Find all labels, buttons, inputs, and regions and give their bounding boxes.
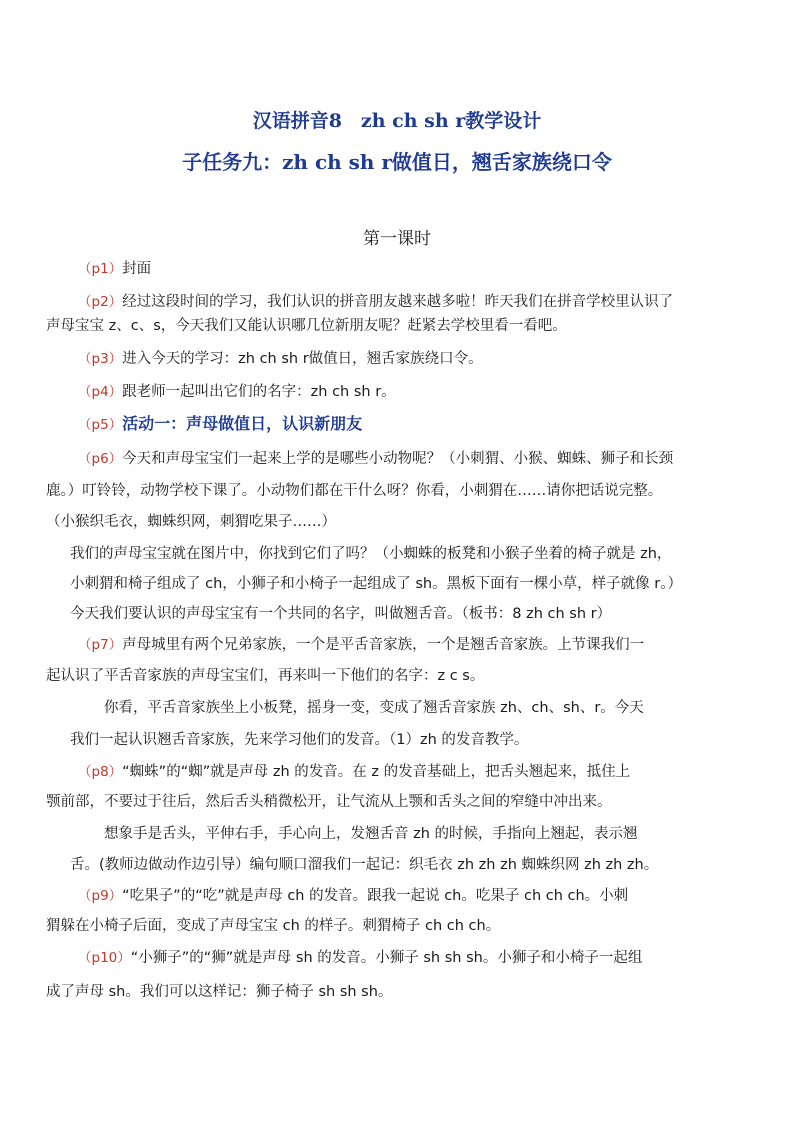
line-text: 经过这段时间的学习，我们认识的拼音朋友越来越多啦！昨天我们在拼音学校里认识了 bbox=[122, 294, 674, 310]
paragraph-line bbox=[78, 382, 396, 402]
line-text: 今天我们要认识的声母宝宝有一个共同的名字，叫做翘舌音。（板书：8 zh ch sh r） bbox=[70, 606, 612, 622]
paragraph-line bbox=[70, 855, 658, 875]
paragraph-line bbox=[46, 792, 612, 812]
line-text: 进入今天的学习：zh ch sh r做值日，翘舌家族绕口令。 bbox=[122, 351, 483, 367]
paragraph-line bbox=[104, 824, 638, 844]
line-text: 跟老师一起叫出它们的名字：zh ch sh r。 bbox=[122, 384, 396, 400]
paragraph-line bbox=[46, 982, 392, 1002]
paragraph-line bbox=[78, 292, 673, 312]
paragraph-line bbox=[46, 481, 662, 501]
page-tag: （p4） bbox=[78, 384, 123, 400]
line-text: 你看，平舌音家族坐上小板凳，摇身一变，变成了翘舌音家族 zh、ch、sh、r。今天 bbox=[104, 700, 644, 716]
page-tag: （p10） bbox=[78, 950, 131, 966]
line-text: 声母宝宝 z、c、s，今天我们又能认识哪几位新朋友呢？赶紧去学校里看一看吧。 bbox=[46, 318, 567, 334]
activity-heading bbox=[78, 414, 362, 435]
line-text: 我们一起认识翘舌音家族，先来学习他们的发音。（1）zh 的发音教学。 bbox=[70, 732, 529, 748]
paragraph-line bbox=[46, 316, 567, 336]
line-text: 声母城里有两个兄弟家族，一个是平舌音家族，一个是翘舌音家族。上节课我们一 bbox=[122, 637, 645, 653]
paragraph-line bbox=[104, 698, 644, 718]
paragraph-line bbox=[78, 259, 151, 279]
line-text: 我们的声母宝宝就在图片中，你找到它们了吗？（小蜘蛛的板凳和小猴子坐着的椅子就是 zh， bbox=[70, 546, 672, 562]
line-text: 颚前部，不要过于往后，然后舌头稍微松开，让气流从上颚和舌头之间的窄缝中冲出来。 bbox=[46, 794, 612, 810]
page-tag: （p1） bbox=[78, 261, 123, 277]
page-tag: （p7） bbox=[78, 637, 123, 653]
line-text: 小刺猬和椅子组成了 ch，小狮子和小椅子一起组成了 sh。黑板下面有一棵小草，样子就像 r。） bbox=[70, 576, 682, 592]
line-text: 成了声母 sh。我们可以这样记：狮子椅子 sh sh sh。 bbox=[46, 984, 393, 1000]
line-text: 想象手是舌头，平伸右手，手心向上，发翘舌音 zh 的时候，手指向上翘起，表示翘 bbox=[104, 826, 638, 842]
paragraph-line bbox=[70, 544, 671, 564]
paragraph-line bbox=[46, 666, 484, 686]
line-text: 舌。(教师边做动作边引导）编句顺口溜我们一起记：织毛衣 zh zh zh 蜘蛛织网 zh zh zh。 bbox=[70, 857, 659, 873]
paragraph-line bbox=[46, 916, 500, 936]
line-text: （小猴织毛衣，蜘蛛织网，刺猬吃果子……） bbox=[46, 514, 336, 530]
paragraph-line bbox=[70, 730, 528, 750]
paragraph-line bbox=[78, 349, 483, 369]
paragraph-line bbox=[70, 574, 682, 594]
paragraph-line bbox=[70, 604, 611, 624]
line-text: “吃果子”的“吃”就是声母 ch 的发音。跟我一起说 ch。吃果子 ch ch ch。小刺 bbox=[122, 888, 629, 904]
page-title: 汉语拼音8 zh ch sh r教学设计 bbox=[252, 110, 542, 132]
line-text: 活动一：声母做值日，认识新朋友 bbox=[122, 414, 363, 433]
paragraph-line bbox=[78, 449, 673, 469]
page-tag: （p8） bbox=[78, 764, 123, 780]
page-tag: （p2） bbox=[78, 294, 123, 310]
paragraph-line bbox=[78, 886, 628, 906]
paragraph-line bbox=[46, 512, 336, 532]
paragraph-line bbox=[78, 948, 642, 968]
page-tag: （p9） bbox=[78, 888, 123, 904]
page-tag: （p5） bbox=[78, 417, 123, 433]
page-tag: （p3） bbox=[78, 351, 123, 367]
lesson-heading: 第一课时 bbox=[363, 229, 431, 249]
line-text: 猬躲在小椅子后面，变成了声母宝宝 ch 的样子。刺猬椅子 ch ch ch。 bbox=[46, 918, 501, 934]
line-text: “小狮子”的“狮”就是声母 sh 的发音。小狮子 sh sh sh。小狮子和小椅子一起组 bbox=[130, 950, 643, 966]
line-text: 今天和声母宝宝们一起来上学的是哪些小动物呢？（小刺猬、小猴、蜘蛛、狮子和长颈 bbox=[122, 451, 674, 467]
page-tag: （p6） bbox=[78, 451, 123, 467]
line-text: 鹿。）叮铃铃，动物学校下课了。小动物们都在干什么呀？你看，小刺猬在……请你把话说完整。 bbox=[46, 483, 663, 499]
page-subtitle: 子任务九：zh ch sh r做值日，翘舌家族绕口令 bbox=[182, 150, 612, 174]
paragraph-line bbox=[78, 635, 644, 655]
line-text: “蜘蛛”的“蜘”就是声母 zh 的发音。在 z 的发音基础上，把舌头翘起来，抵住上 bbox=[122, 764, 631, 780]
line-text: 起认识了平舌音家族的声母宝宝们，再来叫一下他们的名字：z c s。 bbox=[46, 668, 485, 684]
line-text: 封面 bbox=[122, 261, 152, 277]
paragraph-line bbox=[78, 762, 630, 782]
